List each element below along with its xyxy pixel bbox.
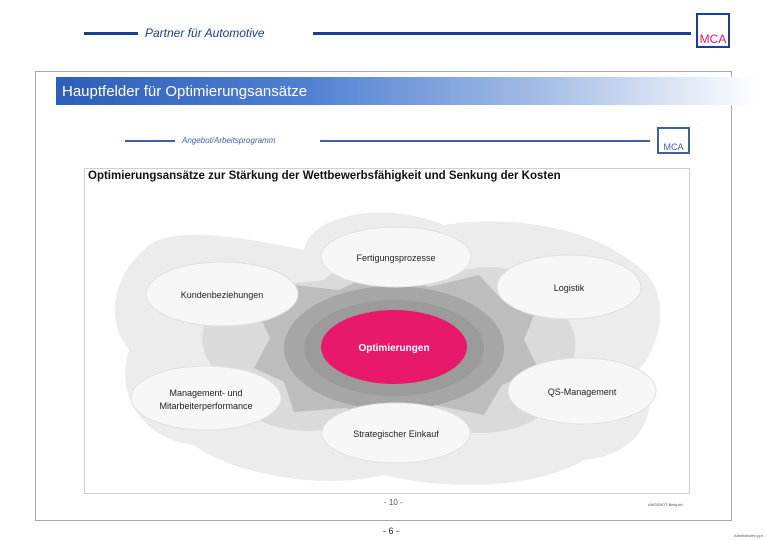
optimization-diagram bbox=[84, 190, 690, 492]
footer-note: Arbeitsfolien.ppt bbox=[734, 533, 763, 538]
embedded-page-number: - 10 - bbox=[384, 498, 403, 507]
header-rule-right bbox=[313, 32, 691, 35]
header-tagline: Partner für Automotive bbox=[145, 26, 265, 40]
node-management bbox=[131, 366, 281, 430]
title-bar bbox=[56, 77, 760, 105]
label-kundenbeziehungen: Kundenbeziehungen bbox=[180, 290, 264, 300]
mca-logo-text: MCA bbox=[699, 32, 727, 46]
embedded-logo-text: MCA bbox=[663, 142, 684, 152]
diagram-heading: Optimierungsansätze zur Stärkung der Wettbewerbsfähigkeit und Senkung der Kosten bbox=[88, 170, 561, 182]
header-rule-left bbox=[84, 32, 138, 35]
embedded-rule-right bbox=[320, 140, 650, 142]
embedded-tagline: Angebot/Arbeitsprogramm bbox=[182, 136, 276, 145]
mca-logo bbox=[696, 13, 730, 48]
center-label: Optimierungen bbox=[358, 343, 430, 354]
embedded-rule-left bbox=[125, 140, 175, 142]
label-strategischer-einkauf: Strategischer Einkauf bbox=[353, 429, 439, 439]
embedded-mca-logo bbox=[657, 127, 690, 154]
embedded-footer-note: ANGEBOT Beispiel bbox=[648, 502, 683, 507]
label-management-line2: Mitarbeiterperformance bbox=[159, 401, 253, 411]
label-qs-management: QS-Management bbox=[547, 387, 617, 397]
label-fertigungsprozesse: Fertigungsprozesse bbox=[356, 253, 436, 263]
slide-title: Hauptfelder für Optimierungsansätze bbox=[62, 83, 308, 100]
label-logistik: Logistik bbox=[553, 283, 585, 293]
page-number: - 6 - bbox=[383, 526, 400, 536]
label-management-line1: Management- und bbox=[169, 388, 243, 398]
